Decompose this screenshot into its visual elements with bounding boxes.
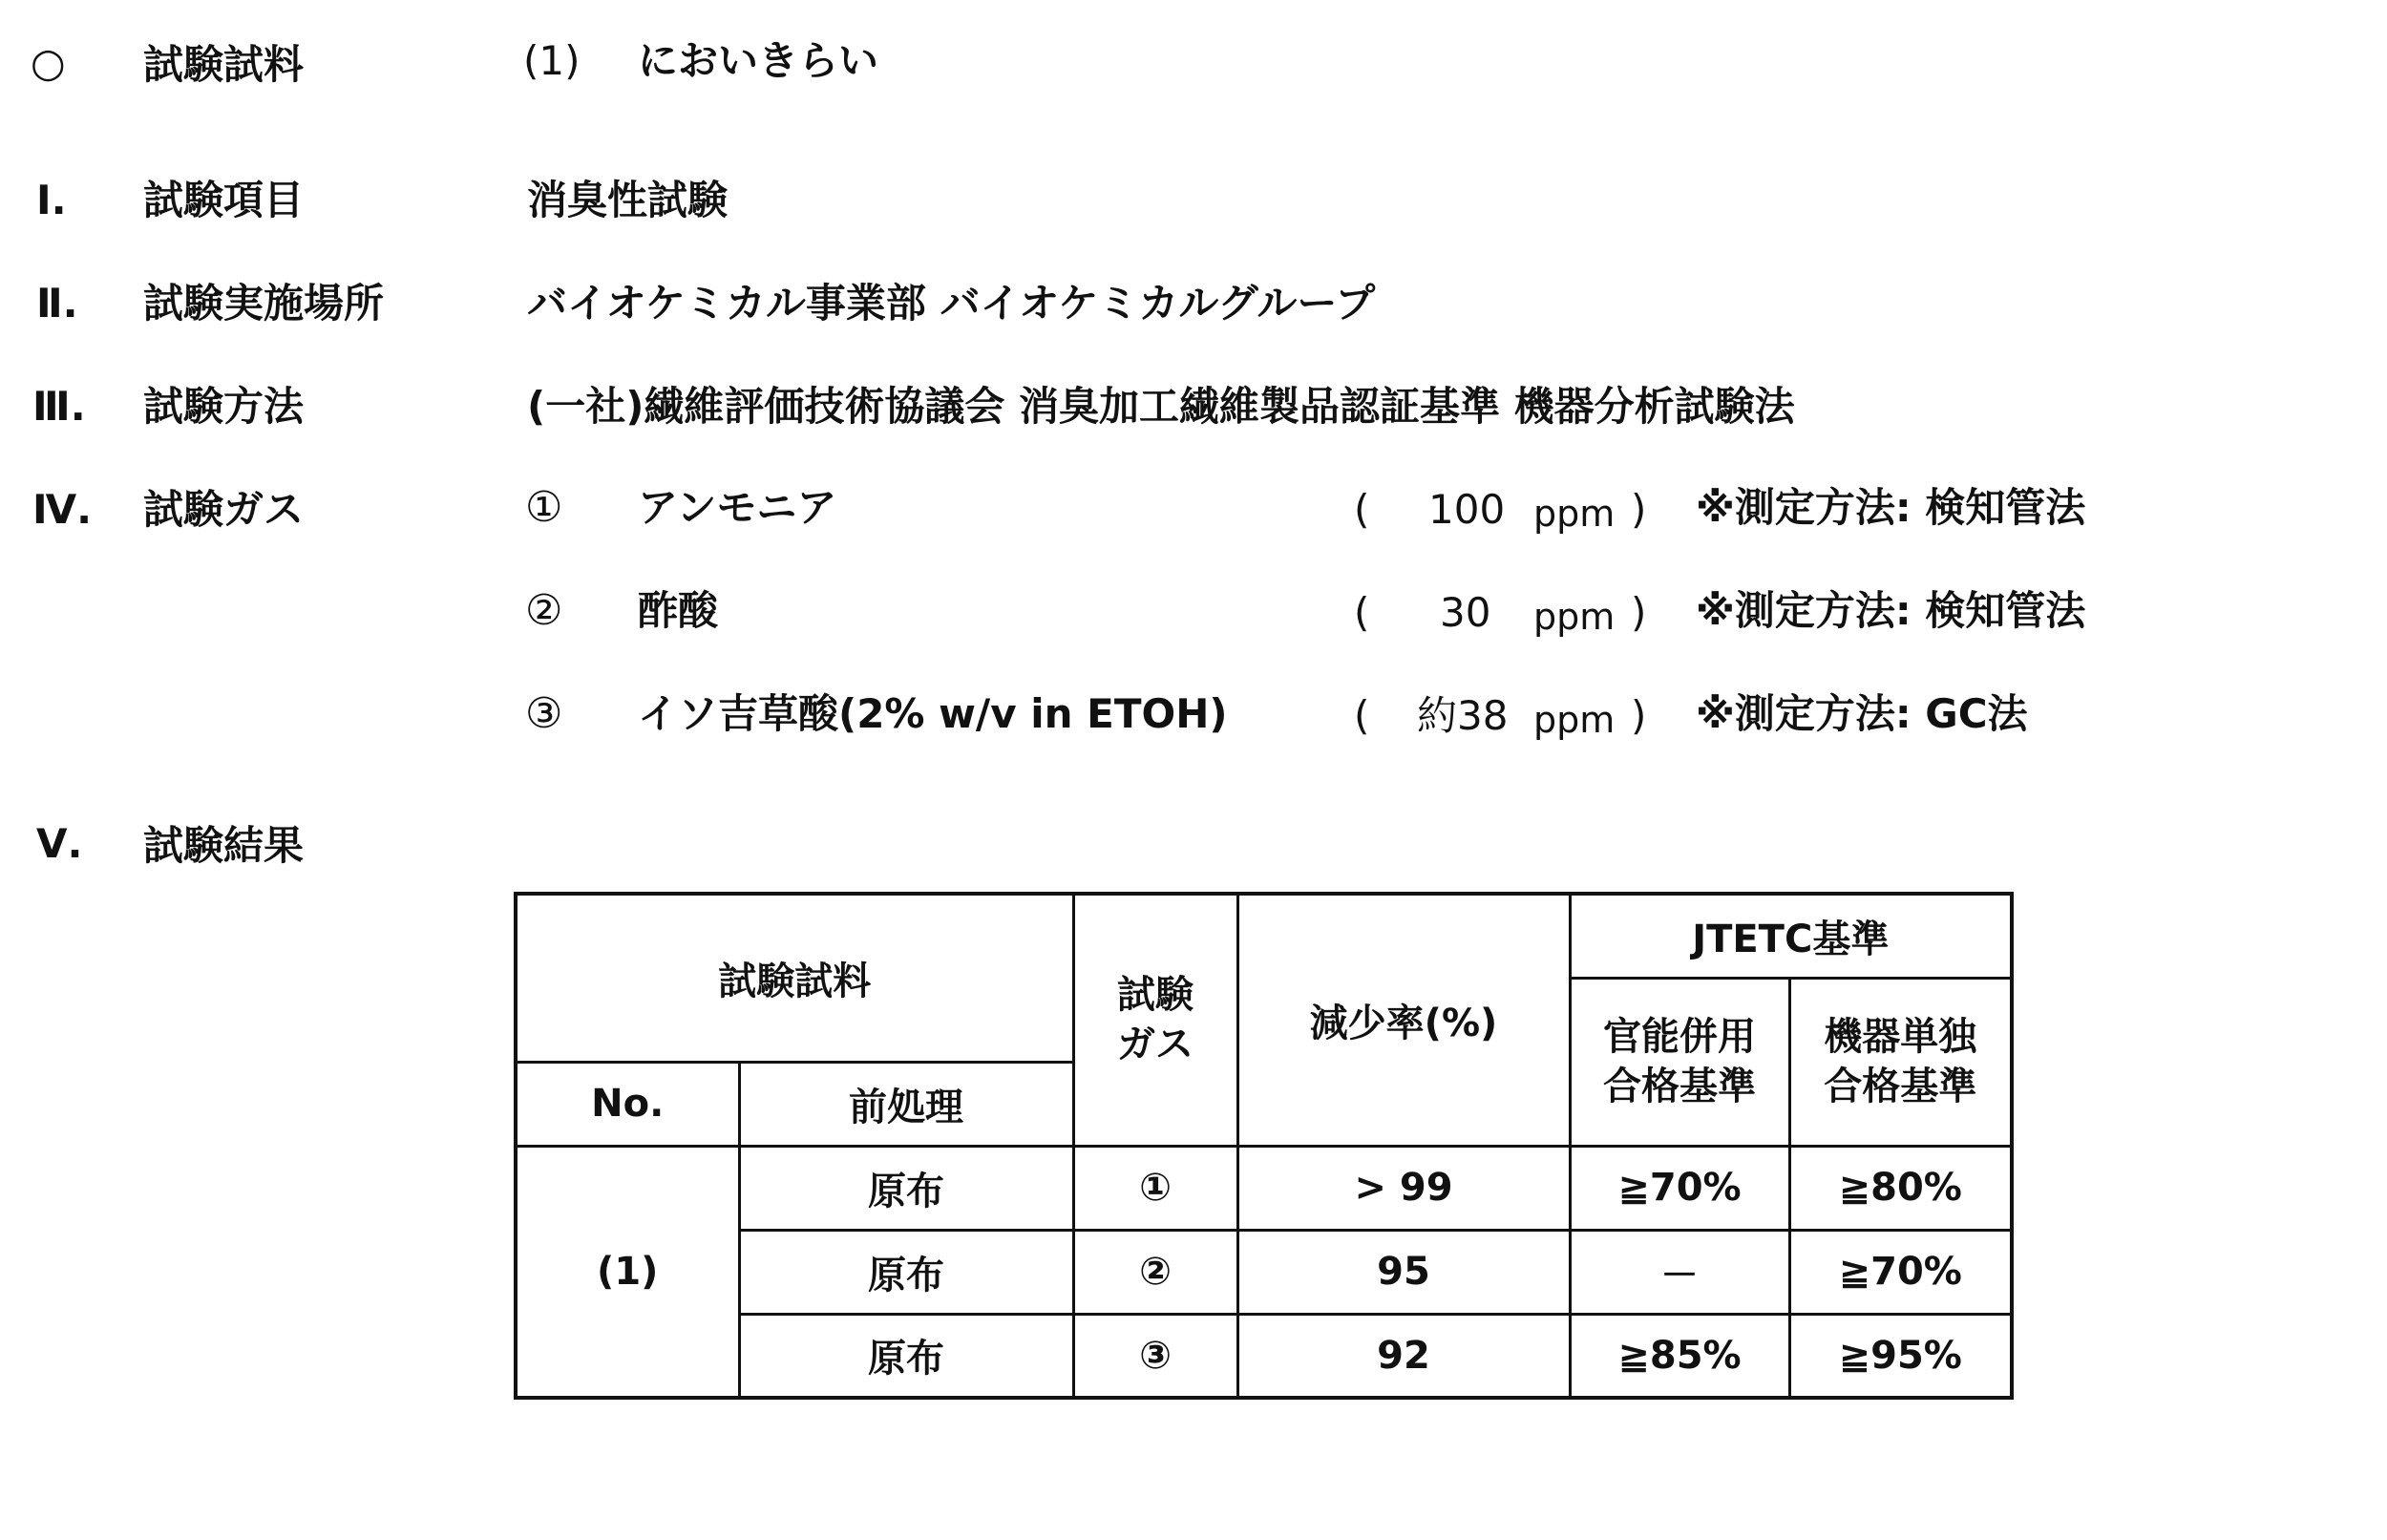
gas-1-concentration: 100 [1428,486,1506,533]
results-label: 試験結果 [143,822,305,869]
cell-reduction-rate: > 99 [1237,1146,1570,1230]
sample-label: 試験試料 [143,41,305,88]
header-reduction-rate: 減少率(%) [1237,894,1570,1146]
cell-sample-no: (1) [516,1146,739,1398]
item-1-value: 消臭性試験 [527,177,729,223]
results-table [514,892,2014,1400]
item-1-label: 試験項目 [143,177,305,223]
header-jtetc: JTETC基準 [1570,894,2012,978]
gas-section-marker: Ⅳ. [32,486,93,533]
gas-2-paren-close: ) [1631,589,1647,636]
gas-3-concentration: 約38 [1417,692,1509,739]
cell-sensory-standard: ≧85% [1570,1314,1789,1398]
cell-instrument-standard: ≧80% [1789,1146,2012,1230]
item-2-value: バイオケミカル事業部 バイオケミカルグループ [527,280,1376,327]
sample-name: においきらい [638,37,879,84]
gas-2-paren-open: ( [1354,589,1370,636]
cell-instrument-standard: ≧70% [1789,1230,2012,1314]
gas-3-unit: ppm [1533,699,1616,741]
gas-2-method: ※測定方法: 検知管法 [1696,587,2086,634]
gas-1-unit: ppm [1533,493,1616,535]
item-1-marker: Ⅰ. [36,177,67,223]
cell-instrument-standard: ≧95% [1789,1314,2012,1398]
gas-1-name: アンモニア [638,484,837,531]
cell-gas: ③ [1073,1314,1237,1398]
results-marker: Ⅴ. [36,820,83,867]
header-instrument-line2: 合格基準 [1824,1065,1977,1108]
gas-3-paren-close: ) [1631,692,1647,739]
gas-1-number: ① [525,483,563,532]
cell-pretreatment: 原布 [739,1314,1073,1398]
gas-3-paren-open: ( [1354,692,1370,739]
gas-3-method: ※測定方法: GC法 [1696,690,2028,737]
cell-pretreatment: 原布 [739,1230,1073,1314]
sample-marker: ○ [31,39,66,86]
gas-1-method: ※測定方法: 検知管法 [1696,484,2086,531]
header-instrument [1789,978,2012,1146]
item-3-marker: Ⅲ. [32,383,86,430]
gas-2-number: ② [525,586,563,635]
gas-1-paren-open: ( [1354,486,1370,533]
header-gas-line2: ガス [1117,1023,1194,1067]
cell-reduction-rate: 95 [1237,1230,1570,1314]
table-row [516,1146,2012,1230]
item-2-label: 試験実施場所 [143,280,385,327]
item-2-marker: Ⅱ. [36,280,78,327]
header-gas [1073,894,1237,1146]
header-sample: 試験試料 [516,894,1073,1062]
gas-section-label: 試験ガス [143,486,305,533]
table-row [516,1314,2012,1398]
item-3-label: 試験方法 [143,383,305,430]
header-gas-line1: 試験 [1117,973,1194,1018]
gas-1-paren-close: ) [1631,486,1647,533]
sample-number: (1) [523,37,581,84]
header-sensory-line2: 合格基準 [1603,1065,1756,1108]
header-no: No. [516,1062,739,1146]
table-row [516,1230,2012,1314]
cell-sensory-standard: ≧70% [1570,1146,1789,1230]
gas-2-unit: ppm [1533,596,1616,638]
cell-reduction-rate: 92 [1237,1314,1570,1398]
gas-3-number: ③ [525,689,563,738]
cell-sensory-standard: － [1570,1230,1789,1314]
header-instrument-line1: 機器単独 [1824,1015,1977,1059]
header-pretreatment: 前処理 [739,1062,1073,1146]
gas-3-name: イソ吉草酸(2% w/v in ETOH) [638,690,1228,737]
gas-2-concentration: 30 [1440,589,1491,636]
header-sensory-line1: 官能併用 [1603,1015,1756,1059]
item-3-value: (一社)繊維評価技術協議会 消臭加工繊維製品認証基準 機器分析試験法 [527,383,1795,430]
header-sensory [1570,978,1789,1146]
gas-2-name: 酢酸 [638,587,719,634]
cell-gas: ① [1073,1146,1237,1230]
cell-pretreatment: 原布 [739,1146,1073,1230]
cell-gas: ② [1073,1230,1237,1314]
